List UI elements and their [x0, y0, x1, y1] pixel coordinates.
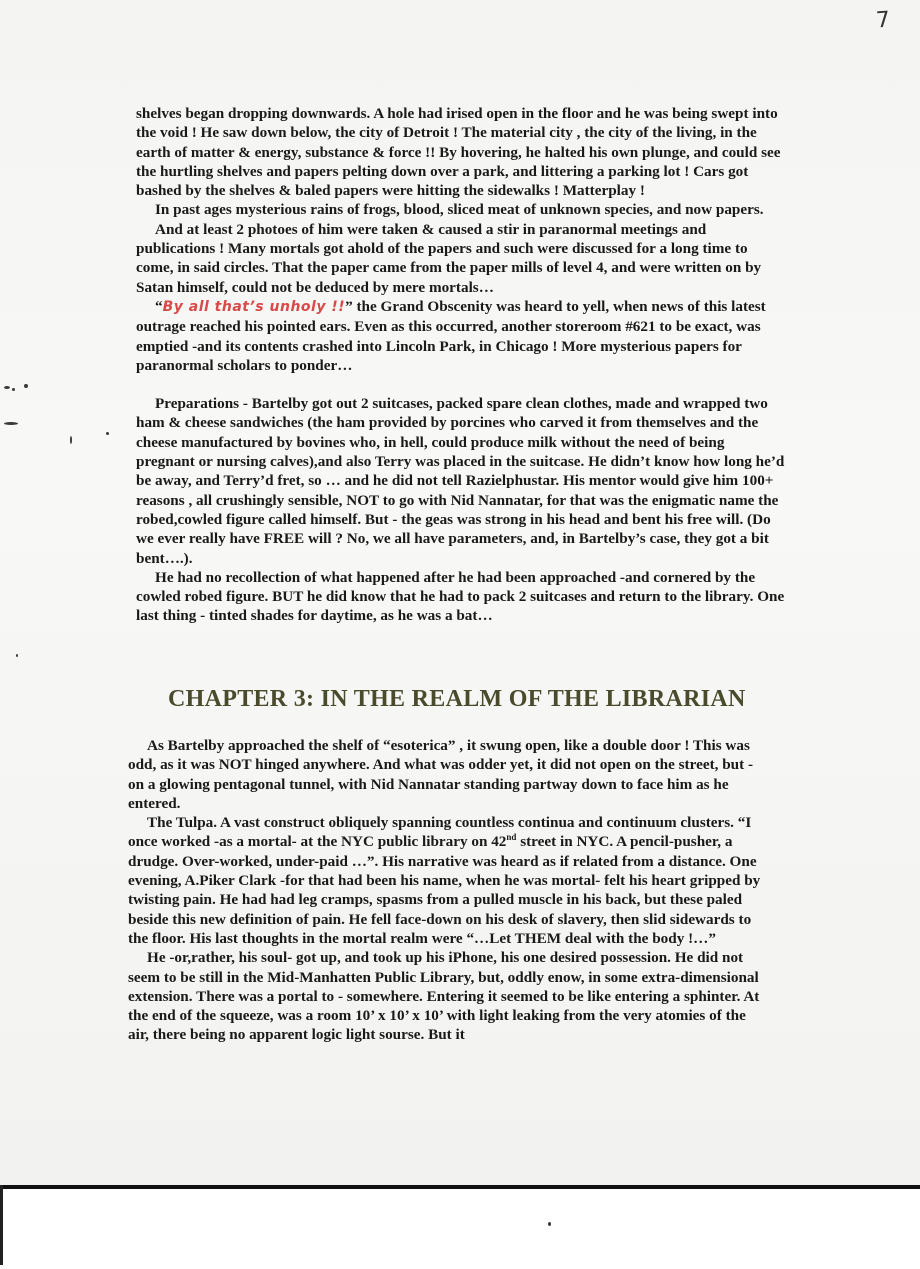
ordinal-suffix: nd: [506, 832, 517, 843]
scan-edge-shadow: [0, 1185, 3, 1265]
scan-speck: [548, 1222, 551, 1226]
chapter-heading: CHAPTER 3: IN THE REALM OF THE LIBRARIAN: [168, 686, 746, 712]
paragraph-gap: [136, 375, 786, 394]
paragraph-continuation: the Grand Obscenity was heard to yell, when news of this latest outrage reached his pointed ears. Even as this occurred, another storeroom #621 to be exact, was emptied -and its contents crashed into Lincoln Park, in Chicago ! More mysterious papers for paranormal scholars to ponder…: [136, 297, 766, 374]
page-number: 7: [875, 7, 891, 34]
body-text-bottom: [128, 736, 768, 1045]
scan-margin: [0, 1185, 920, 1269]
close-quote: ”: [345, 297, 353, 315]
paragraph: Preparations - Bartelby got out 2 suitcases, packed spare clean clothes, made and wrapped two ham & cheese sandwiches (the ham provided by porcines who carved it from themselves and the cheese manufactured by bovines who, in hell, could produce milk without the need of being pregnant or nursing calves),and also Terry was placed in the suitcase. He didn’t know how long he’d be away, and Terry’d fret, so … and he did not tell Razielphustar. His mentor would give him 100+ reasons , all crushingly sensible, NOT to go with Nid Nannatar, for that was the enigmatic name the robed,cowled figure called himself. But - the geas was strong in his head and bent his free will. (Do we ever really have FREE will ? No, we all have parameters, and, in Bartelby’s case, they got a bit bent….).: [136, 395, 785, 567]
scan-speck: [12, 388, 15, 391]
scan-speck: [106, 432, 109, 435]
paragraph-with-exclamation: [136, 297, 786, 375]
paragraph: In past ages mysterious rains of frogs, blood, sliced meat of unknown species, and now papers.: [155, 201, 764, 219]
scan-speck: [24, 384, 28, 388]
stylized-exclamation: By all that’s unholy !!: [162, 298, 346, 315]
paragraph: He -or,rather, his soul- got up, and took up his iPhone, his one desired possession. He did not seem to be still in the Mid-Manhatten Public Library, but, oddly enow, in some extra-dimensional extension. There was a portal to - somewhere. Entering it seemed to be like entering a sphinter. At the end of the squeeze, was a room 10’ x 10’ x 10’ with light leaking from the very atomies of the air, there being no apparent logic light sourse. But it: [128, 949, 760, 1044]
open-quote: “: [155, 297, 163, 315]
paragraph: He had no recollection of what happened after he had been approached -and cornered by the cowled robed figure. BUT he did know that he had to pack 2 suitcases and return to the library. One last thing - tinted shades for daytime, as he was a bat…: [136, 568, 785, 625]
paragraph: As Bartelby approached the shelf of “esoterica” , it swung open, like a double door ! This was odd, as it was NOT hinged anywhere. And what was odder yet, it did not open on the street, but - on a glowing pentagonal tunnel, with Nid Nannatar standing partway down to face him as he entered.: [128, 737, 754, 812]
scan-speck: [4, 422, 18, 425]
scan-speck: [70, 436, 72, 444]
scan-speck: [16, 654, 18, 657]
paragraph-continuation: street in NYC. A pencil-pusher, a drudge. Over-worked, under-paid …”. His narrative was heard as if related from a distance. One evening, A.Piker Clark -for that had been his name, when he was mortal- felt his heart gripped by twisting pain. He had had leg cramps, spasms from a pulled muscle in his back, but these paled beside this new definition of pain. He fell face-down on his desk of slavery, then slid sidewards to the floor. His last thoughts in the mortal realm were “…Let THEM deal with the body !…”: [128, 833, 761, 947]
paragraph: shelves began dropping downwards. A hole had irised open in the floor and he was being swept into the void ! He saw down below, the city of Detroit ! The material city , the city of the living, in the earth of matter & energy, substance & force !! By hovering, he halted his own plunge, and could see the hurtling shelves and papers pelting down over a park, and littering a parking lot ! Cars got bashed by the shelves & baled papers were hitting the sidewalks ! Matterplay !: [136, 105, 781, 200]
paragraph-with-superscript: [128, 813, 768, 948]
paragraph: And at least 2 photoes of him were taken & caused a stir in paranormal meetings and publications ! Many mortals got ahold of the papers and such were discussed for a long time to come, in said circles. That the paper came from the paper mills of level 4, and were written on by Satan himself, could not be deduced by mere mortals…: [136, 220, 762, 296]
body-text-top: [136, 104, 786, 626]
paragraph-text: The Tulpa. A vast construct obliquely spanning countless continua and continuum clusters. “I once worked -as a mortal- at the NYC public library on 42: [128, 814, 752, 851]
scan-speck: [4, 386, 10, 389]
